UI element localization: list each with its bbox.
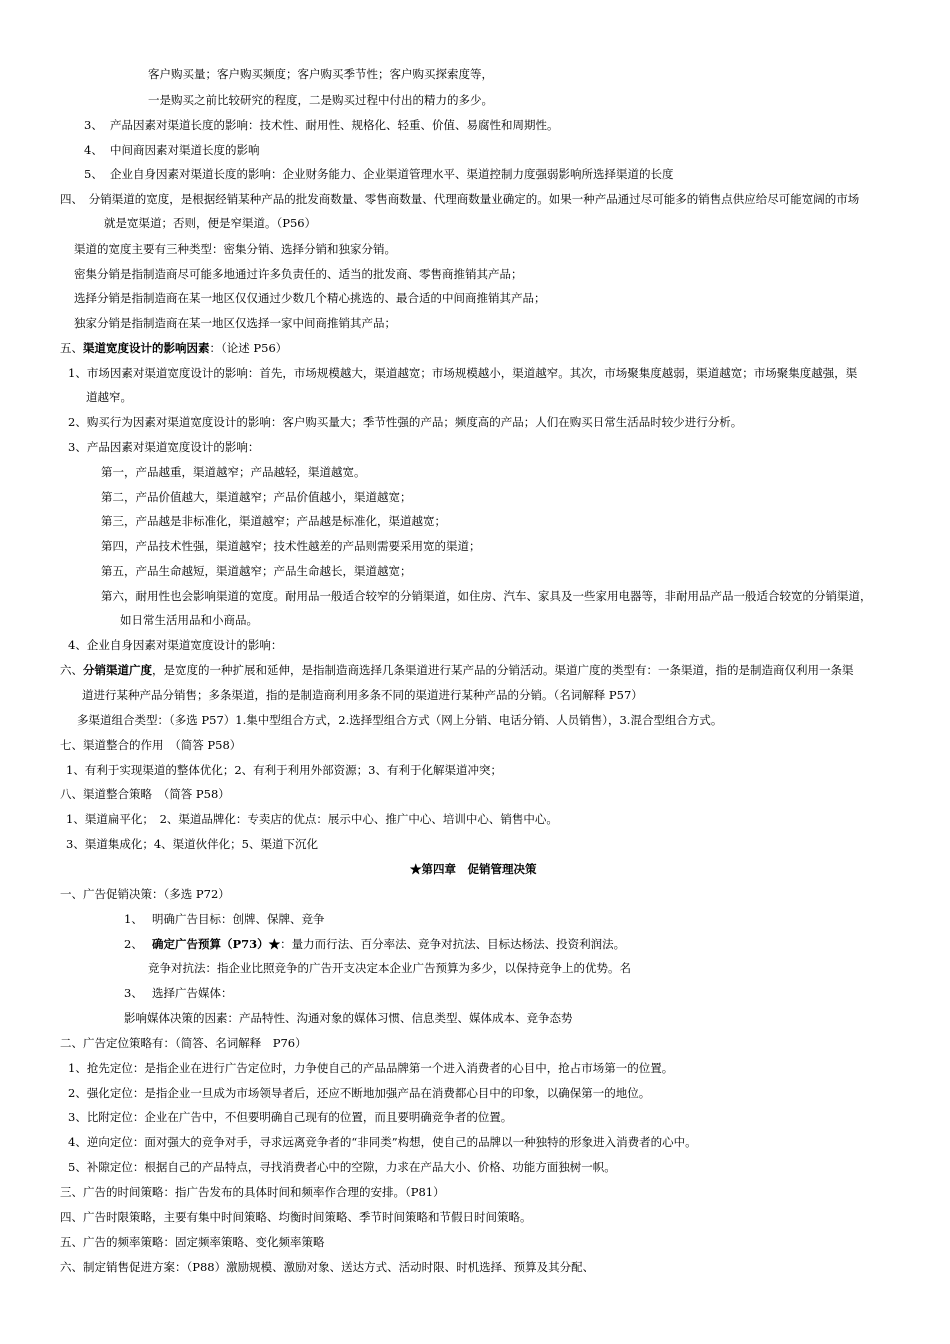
section-heading: 八、渠道整合策略 （简答 P58）	[60, 787, 230, 801]
text-line: 道进行某种产品分销售；多条渠道，指的是制造商利用多条不同的渠道进行某种产品的分销。（名词解释 P57）	[82, 688, 643, 702]
list-item-number: 5、	[84, 167, 103, 181]
text-line: 1、抢先定位：是指企业在进行广告定位时，力争使自己的产品品牌第一个进入消费者的心目中，抢占市场第一的位置。	[68, 1061, 674, 1075]
text-line: 4、企业自身因素对渠道宽度设计的影响：	[68, 638, 283, 652]
text-line: 渠道的宽度主要有三种类型：密集分销、选择分销和独家分销。	[74, 242, 396, 256]
section-heading: 四、广告时限策略，主要有集中时间策略、均衡时间策略、季节时间策略和节假日时间策略。	[60, 1210, 532, 1224]
section-heading: 三、广告的时间策略：指广告发布的具体时间和频率作合理的安排。（P81）	[60, 1185, 445, 1199]
heading-note: ：（论述 P56）	[209, 341, 288, 355]
text-line: 第四，产品技术性强，渠道越窄；技术性越差的产品则需要采用宽的渠道；	[101, 539, 481, 553]
list-item-number: 3、	[124, 986, 143, 1000]
section-heading: 一、广告促销决策：（多选 P72）	[60, 887, 230, 901]
text-line: 第二，产品价值越大，渠道越窄；产品价值越小，渠道越宽；	[101, 490, 412, 504]
section-heading: 二、广告定位策略有：（简答、名词解释 P76）	[60, 1036, 307, 1050]
text-line: 一是购买之前比较研究的程度，二是购买过程中付出的精力的多少。	[148, 93, 493, 107]
text-line: 客户购买量；客户购买频度；客户购买季节性；客户购买探索度等，	[148, 67, 493, 81]
heading-number: 六、	[60, 663, 83, 677]
text-line: 就是宽渠道；否则，便是窄渠道。（P56）	[104, 216, 317, 230]
text-line: 道越窄。	[86, 390, 132, 404]
text-line: 1、有利于实现渠道的整体优化；2、有利于利用外部资源；3、有利于化解渠道冲突；	[66, 763, 502, 777]
list-item-number: 1、	[124, 912, 143, 926]
term-detail: ：量力而行法、百分率法、竞争对抗法、目标达杨法、投资利润法。	[280, 937, 626, 951]
text-line	[152, 936, 625, 952]
text-line: 3、渠道集成化；4、渠道伙伴化；5、渠道下沉化	[66, 837, 318, 851]
heading-text: ，是宽度的一种扩展和延伸，是指制造商选择几条渠道进行某产品的分销活动。渠道广度的类型有：一条渠道，指的是制造商仅利用一条渠	[152, 663, 854, 677]
section-heading: 五、广告的频率策略：固定频率策略、变化频率策略	[60, 1235, 325, 1249]
text-line: 1、市场因素对渠道宽度设计的影响：首先，市场规模越大，渠道越宽；市场规模越小，渠道越窄。其次，市场聚集度越弱，渠道越宽；市场聚集度越强，渠	[68, 366, 858, 380]
text-line: 竞争对抗法：指企业比照竞争的广告开支决定本企业广告预算为多少，以保持竞争上的优势。名	[148, 961, 631, 975]
heading-number: 五、	[60, 341, 83, 355]
section-heading	[60, 662, 854, 678]
text-line: 选择分销是指制造商在某一地区仅仅通过少数几个精心挑选的、最合适的中间商推销其产品；	[74, 291, 546, 305]
text-line: 第六，耐用性也会影响渠道的宽度。耐用品一般适合较窄的分销渠道，如住房、汽车、家具及一些家用电器等，非耐用品产品一般适合较宽的分销渠道，	[101, 589, 872, 603]
text-line: 影响媒体决策的因素：产品特性、沟通对象的媒体习惯、信息类型、媒体成本、竞争态势	[124, 1011, 573, 1025]
text-line: 3、比附定位：企业在广告中，不但要明确自己现有的位置，而且要明确竞争者的位置。	[68, 1110, 513, 1124]
text-line: 2、强化定位：是指企业一旦成为市场领导者后，还应不断地加强产品在消费都心目中的印象，以确保第一的地位。	[68, 1086, 651, 1100]
text-line: 选择广告媒体：	[152, 986, 233, 1000]
text-line: 第五，产品生命越短，渠道越窄；产品生命越长，渠道越宽；	[101, 564, 412, 578]
text-line: 3、产品因素对渠道宽度设计的影响：	[68, 440, 260, 454]
list-item-number: 2、	[124, 937, 143, 951]
text-line: 如日常生活用品和小商品。	[120, 613, 258, 627]
text-line: 5、补隙定位：根据自己的产品特点，寻找消费者心中的空隙，力求在产品大小、价格、功能方面独树一帜。	[68, 1160, 616, 1174]
section-heading: 六、制定销售促进方案：（P88）激励规模、激励对象、送达方式、活动时限、时机选择、预算及其分配、	[60, 1260, 595, 1274]
list-item-number: 3、	[84, 118, 103, 132]
chapter-title: ★第四章 促销管理决策	[410, 862, 537, 876]
heading-term: 分销渠道广度	[83, 663, 152, 677]
text-line: 中间商因素对渠道长度的影响	[110, 143, 260, 157]
text-line: 第一，产品越重，渠道越窄；产品越轻，渠道越宽。	[101, 465, 366, 479]
text-line: 明确广告目标：创牌、保牌、竞争	[152, 912, 325, 926]
text-line: 企业自身因素对渠道长度的影响：企业财务能力、企业渠道管理水平、渠道控制力度强弱影响所选择渠道的长度	[110, 167, 674, 181]
text-line: 产品因素对渠道长度的影响：技术性、耐用性、规格化、轻重、价值、易腐性和周期性。	[110, 118, 559, 132]
section-heading: 四、 分销渠道的宽度，是根据经销某种产品的批发商数量、零售商数量、代理商数量业确定的。如果一种产品通过尽可能多的销售点供应给尽可能宽阔的市场	[60, 192, 860, 206]
text-line: 1、渠道扁平化； 2、渠道品牌化：专卖店的优点：展示中心、推广中心、培训中心、销售中心。	[66, 812, 558, 826]
text-line: 第三，产品越是非标准化，渠道越窄；产品越是标准化，渠道越宽；	[101, 514, 446, 528]
heading-term: 渠道宽度设计的影响因素	[83, 341, 210, 355]
text-line: 密集分销是指制造商尽可能多地通过许多负责任的、适当的批发商、零售商推销其产品；	[74, 267, 523, 281]
text-line: 2、购买行为因素对渠道宽度设计的影响：客户购买量大；季节性强的产品；频度高的产品；人们在购买日常生活品时较少进行分析。	[68, 415, 743, 429]
list-item-number: 4、	[84, 143, 103, 157]
section-heading: 七、渠道整合的作用 （简答 P58）	[60, 738, 242, 752]
section-heading	[60, 340, 287, 356]
text-line: 独家分销是指制造商在某一地区仅选择一家中间商推销其产品；	[74, 316, 396, 330]
text-line: 4、逆向定位：面对强大的竞争对手，寻求远离竞争者的“非同类”构想，使自己的品牌以一种独特的形象进入消费者的心中。	[68, 1135, 697, 1149]
bold-term: 确定广告预算（P73）★	[152, 937, 281, 951]
text-line: 多渠道组合类型：（多选 P57）1.集中型组合方式，2.选择型组合方式（网上分销、电话分销、人员销售），3.混合型组合方式。	[77, 713, 723, 727]
